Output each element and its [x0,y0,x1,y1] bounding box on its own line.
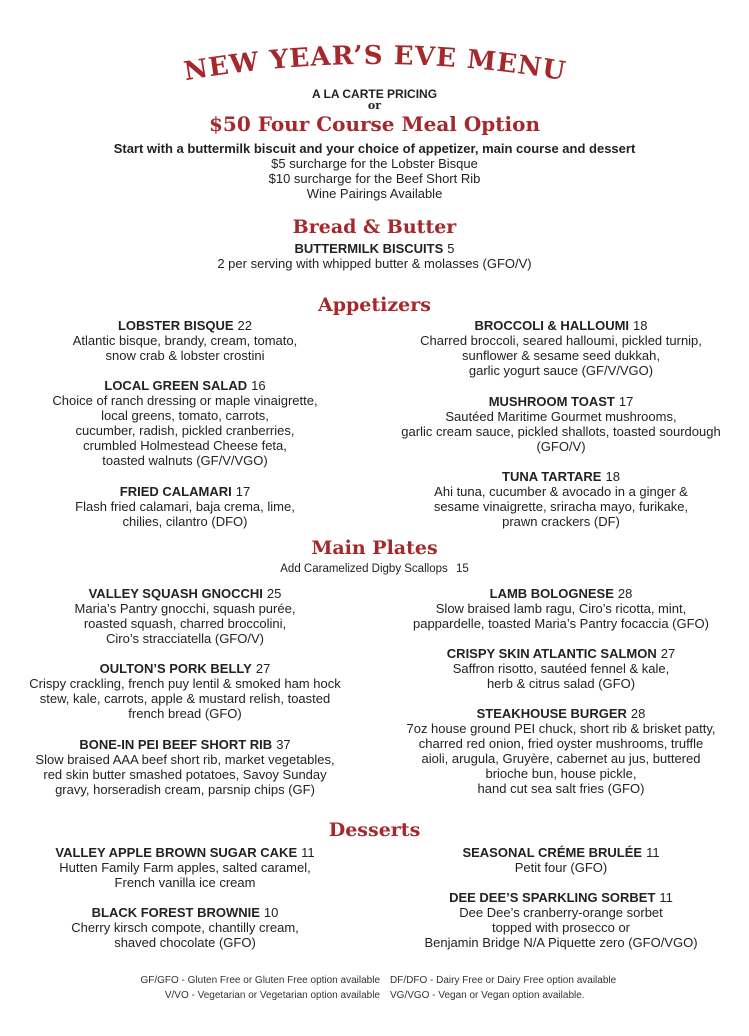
item-name: LOBSTER BISQUE [117,318,234,333]
item-desc: Atlantic bisque, brandy, cream, tomato, snow crab & lobster crostini [72,333,298,363]
item-price: 17 [618,394,634,409]
item-name: BONE-IN PEI BEEF SHORT RIB [79,737,273,752]
item-desc: 2 per serving with whipped butter & molasses (GFO/V) [217,256,532,271]
menu-item [0,905,370,950]
item-name: DEE DEE’S SPARKLING SORBET [449,890,656,905]
item-desc: Flash fried calamari, baja crema, lime, chilies, cilantro (DFO) [75,499,295,529]
or-label: or [367,99,382,112]
item-name: VALLEY APPLE BROWN SUGAR CAKE [55,845,298,860]
item-price: 28 [617,586,633,601]
menu-item [372,706,749,796]
legend-df: DF/DFO - Dairy Free or Dairy Free option available [390,975,617,986]
item-desc: Maria’s Pantry gnocchi, squash purée, roasted squash, charred broccolini, Ciro’s stracciatella (GFO/V) [74,601,296,646]
intro-line: $5 surcharge for the Lobster Bisque [271,156,478,171]
legend-v: V/VO - Vegetarian or Vegetarian option available [164,990,380,1001]
legend-left [110,973,380,1003]
legend-vg: VG/VGO - Vegan or Vegan option available. [390,990,585,1001]
item-name: LOCAL GREEN SALAD [104,378,248,393]
item-desc: Slow braised AAA beef short rib, market vegetables, red skin butter smashed potatoes, Savoy Sunday gravy, horseradish cream, parsnip chips (GF) [35,752,335,797]
item-price: 18 [633,318,648,333]
item-name: CRISPY SKIN ATLANTIC SALMON [446,646,657,661]
item-name: MUSHROOM TOAST [488,394,615,409]
item-name: BLACK FOREST BROWNIE [91,905,260,920]
item-price: 27 [255,661,271,676]
scallops-addon [0,562,749,577]
intro-line: Wine Pairings Available [306,186,443,201]
menu-item [372,646,749,691]
item-desc: Petit four (GFO) [514,860,608,875]
intro-bold-line: Start with a buttermilk biscuit and your choice of appetizer, main course and dessert [113,141,636,156]
menu-item [0,378,370,468]
menu-item [0,318,370,363]
item-price: 16 [251,378,266,393]
menu-item [0,586,370,646]
item-price: 22 [237,318,253,333]
item-name: LAMB BOLOGNESE [489,586,614,601]
desserts-heading: Desserts [328,819,421,841]
menu-title-arc [145,40,605,88]
item-desc: Choice of ranch dressing or maple vinaigrette, local greens, tomato, carrots, cucumber, radish, pickled cranberries, crumbled Holmestead Cheese feta, toasted walnuts (GF/V/VGO) [52,393,318,468]
item-price: 28 [630,706,646,721]
menu-item [372,318,749,378]
bread-heading: Bread & Butter [292,216,457,238]
item-name: BUTTERMILK BISCUITS [294,241,444,256]
menu-title [0,40,749,88]
menu-item [372,890,749,950]
legend-gf: GF/GFO - Gluten Free or Gluten Free option available [140,975,380,986]
item-desc: 7oz house ground PEI chuck, short rib & brisket patty, charred red onion, fried oyster mushrooms, truffle aioli, arugula, Gruyère, cabernet au jus, buttered brioche bun, house pickle, hand cut sea salt fries (GFO) [406,721,716,796]
menu-item [0,241,749,271]
intro-line: $10 surcharge for the Beef Short Rib [268,171,481,186]
menu-item [372,586,749,631]
four-course-option-title: $50 Four Course Meal Option [209,112,540,136]
appetizers-heading: Appetizers [318,294,431,316]
item-price: 27 [660,646,676,661]
item-price: 17 [235,484,251,499]
item-desc: Crispy crackling, french puy lentil & smoked ham hock stew, kale, carrots, apple & mustard relish, toasted french bread (GFO) [29,676,341,721]
item-desc: Sautéed Maritime Gourmet mushrooms, garlic cream sauce, pickled shallots, toasted sourdough (GFO/V) [401,409,721,454]
item-desc: Ahi tuna, cucumber & avocado in a ginger & sesame vinaigrette, sriracha mayo, furikake, prawn crackers (DF) [433,484,689,529]
item-price: 18 [605,469,620,484]
addon-text: Add Caramelized Digby Scallops [280,563,448,575]
item-desc: Dee Dee’s cranberry-orange sorbet topped with prosecco or Benjamin Bridge N/A Piquette zero (GFO/VGO) [424,905,698,950]
a-la-carte-label: A LA CARTE PRICING [311,87,438,101]
item-desc: Slow braised lamb ragu, Ciro’s ricotta, mint, pappardelle, toasted Maria’s Pantry focaccia (GFO) [412,601,709,631]
item-price: 11 [301,845,315,860]
menu-item [0,845,370,890]
item-name: STEAKHOUSE BURGER [476,706,627,721]
menu-item [372,845,749,875]
item-name: BROCCOLI & HALLOUMI [474,318,630,333]
item-name: TUNA TARTARE [502,469,602,484]
item-price: 5 [447,241,455,256]
legend-right [390,973,690,1003]
item-price: 25 [266,586,282,601]
item-price: 37 [276,737,291,752]
menu-item [372,469,749,529]
item-name: VALLEY SQUASH GNOCCHI [88,586,263,601]
item-price: 11 [646,845,660,860]
item-price: 11 [659,890,673,905]
item-desc: Hutten Family Farm apples, salted caramel, French vanilla ice cream [59,860,311,890]
menu-title-text: NEW YEAR’S EVE MENU [181,40,568,88]
item-desc: Charred broccoli, seared halloumi, pickled turnip, sunflower & sesame seed dukkah, garlic yogurt sauce (GF/V/VGO) [420,333,702,378]
item-name: FRIED CALAMARI [119,484,232,499]
item-name: SEASONAL CRÉME BRULÉE [462,845,643,860]
item-price: 10 [263,905,279,920]
svg-text:NEW YEAR’S EVE MENU [181,41,567,87]
menu-item [0,661,370,721]
menu-item [0,484,370,529]
menu-item [0,737,370,797]
item-desc: Saffron risotto, sautéed fennel & kale, herb & citrus salad (GFO) [452,661,670,691]
menu-item [372,394,749,454]
addon-price: 15 [455,563,469,575]
item-desc: Cherry kirsch compote, chantilly cream, shaved chocolate (GFO) [71,920,299,950]
mains-heading: Main Plates [311,537,438,559]
item-name: OULTON’S PORK BELLY [99,661,252,676]
